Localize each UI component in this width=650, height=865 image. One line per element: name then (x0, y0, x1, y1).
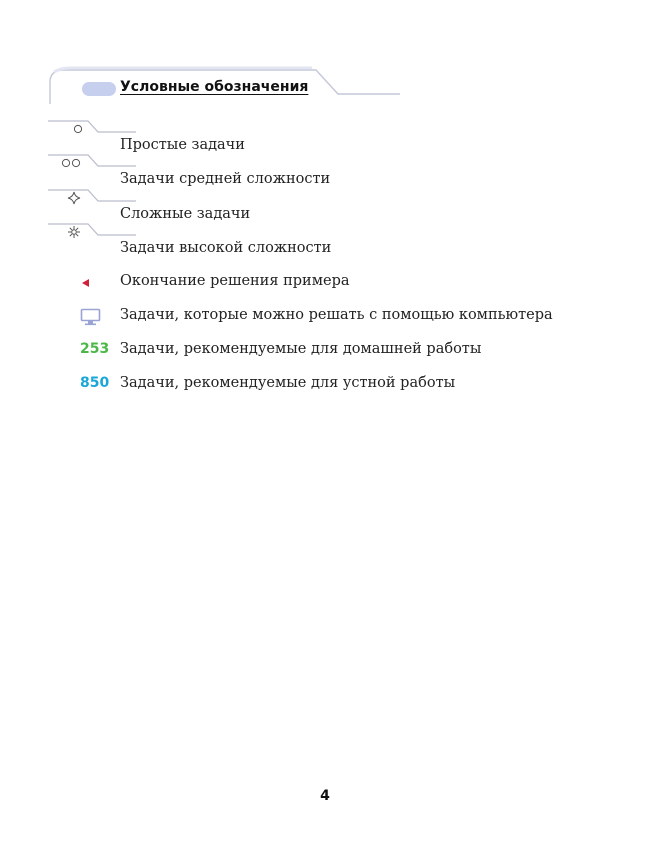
tab-line (48, 154, 138, 172)
legend-label-homework: Задачи, рекомендуемые для домашней работы (120, 341, 482, 357)
legend-item-hard (0, 189, 650, 223)
legend-item-oral (0, 375, 650, 409)
legend-header (48, 66, 408, 106)
legend-label-high: Задачи высокой сложности (120, 240, 332, 256)
oral-number: 850 (80, 375, 110, 391)
legend-item-high (0, 223, 650, 257)
legend-item-end-example (0, 273, 650, 307)
circle-icon (74, 125, 81, 132)
legend-item-homework (0, 341, 650, 375)
legend-item-simple (0, 120, 650, 154)
tab-line (48, 120, 138, 138)
legend-item-computer (0, 307, 650, 341)
monitor-icon (80, 308, 102, 326)
header-accent-bar (82, 82, 116, 96)
legend-label-simple: Простые задачи (120, 137, 245, 153)
homework-number: 253 (80, 341, 110, 357)
page-number: 4 (320, 788, 330, 804)
legend-label-end-example: Окончание решения примера (120, 273, 350, 289)
double-circle-icon (62, 159, 79, 166)
legend-label-hard: Сложные задачи (120, 206, 251, 222)
legend-label-computer: Задачи, которые можно решать с помощью компьютера (120, 307, 553, 323)
legend-title: Условные обозначения (120, 79, 309, 95)
legend-label-medium: Задачи средней сложности (120, 171, 331, 187)
four-point-star-icon (68, 192, 80, 204)
triangle-left-icon (80, 277, 92, 289)
legend-label-oral: Задачи, рекомендуемые для устной работы (120, 375, 456, 391)
legend-item-medium (0, 154, 650, 188)
tab-line (48, 223, 138, 241)
tab-line (48, 189, 138, 207)
